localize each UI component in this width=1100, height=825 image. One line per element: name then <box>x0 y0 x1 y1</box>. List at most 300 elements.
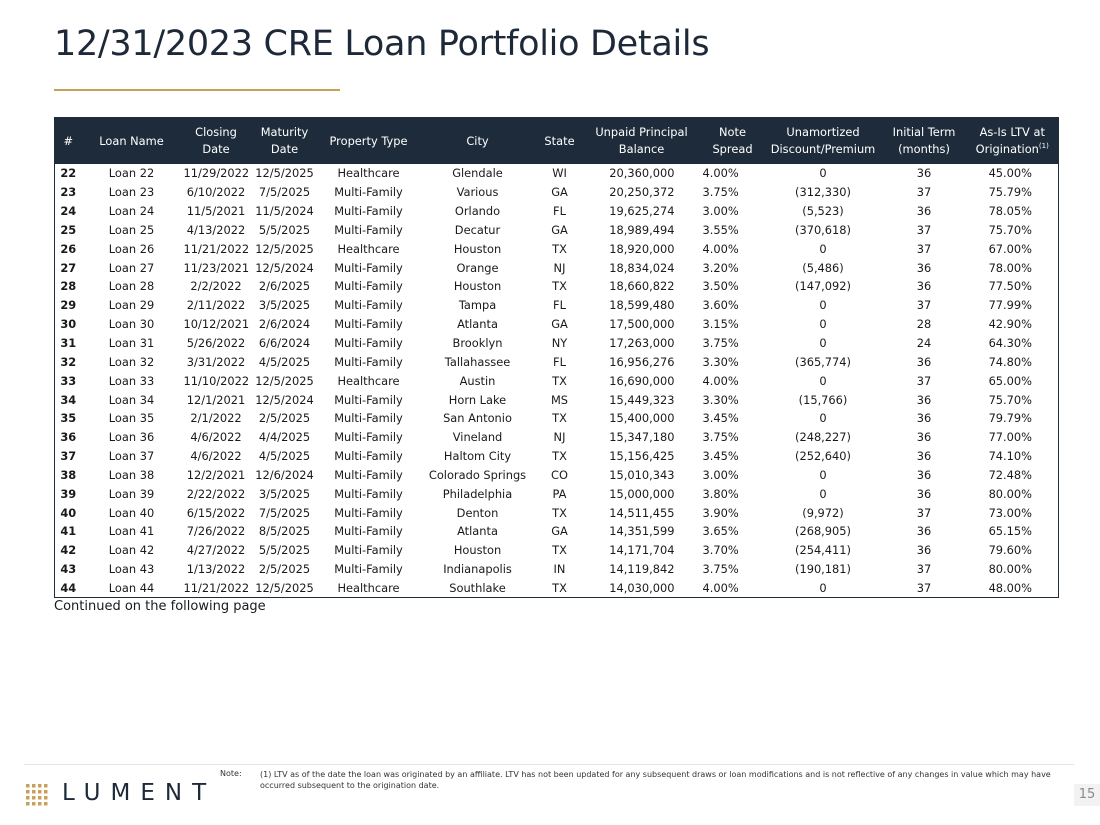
cell-upb: 14,511,455 <box>609 505 675 520</box>
table-row <box>55 202 1059 221</box>
cell-maturity-date: 4/5/2025 <box>258 449 311 464</box>
cell-num: 41 <box>60 524 77 539</box>
cell-ltv: 79.60% <box>988 543 1032 558</box>
cell-loan-name: Loan 26 <box>108 241 155 256</box>
cell-num: 40 <box>60 505 77 520</box>
table-row <box>55 484 1059 503</box>
cell-city: Houston <box>453 543 502 558</box>
cell-property-type: Multi-Family <box>334 430 403 445</box>
cell-maturity-date: 8/5/2025 <box>258 524 311 539</box>
cell-ltv: 80.00% <box>988 486 1032 501</box>
cell-ltv: 65.00% <box>988 373 1032 388</box>
cell-state: FL <box>553 354 566 369</box>
cell-initial-term: 36 <box>916 449 932 464</box>
cell-property-type: Multi-Family <box>334 279 403 294</box>
cell-maturity-date: 4/5/2025 <box>258 354 311 369</box>
cell-maturity-date: 12/5/2025 <box>255 166 314 181</box>
cell-loan-name: Loan 22 <box>108 166 155 181</box>
cell-property-type: Multi-Family <box>334 354 403 369</box>
cell-state: TX <box>552 411 567 426</box>
cell-note-spread: 3.30% <box>702 392 739 407</box>
cell-state: TX <box>552 505 567 520</box>
cell-closing-date: 12/2/2021 <box>186 467 246 482</box>
cell-discount-premium: 0 <box>819 411 827 426</box>
cell-upb: 16,956,276 <box>609 354 675 369</box>
cell-loan-name: Loan 41 <box>108 524 155 539</box>
cell-loan-name: Loan 33 <box>108 373 155 388</box>
cell-city: Houston <box>453 279 502 294</box>
cell-initial-term: 36 <box>916 411 932 426</box>
cell-maturity-date: 2/5/2025 <box>258 562 311 577</box>
cell-initial-term: 37 <box>916 505 932 520</box>
cell-loan-name: Loan 24 <box>108 204 155 219</box>
cell-ltv: 45.00% <box>988 166 1032 181</box>
cell-state: NY <box>551 336 568 351</box>
header-closing-date: Closing Date <box>182 118 251 165</box>
cell-maturity-date: 12/5/2024 <box>255 260 314 275</box>
header-ltv <box>967 118 1059 165</box>
cell-property-type: Multi-Family <box>334 562 403 577</box>
cell-note-spread: 3.20% <box>702 260 739 275</box>
header-state: State <box>537 118 583 165</box>
table-row <box>55 447 1059 466</box>
cell-property-type: Healthcare <box>337 580 400 595</box>
cell-discount-premium: (365,774) <box>795 354 851 369</box>
cell-loan-name: Loan 37 <box>108 449 155 464</box>
cell-maturity-date: 2/5/2025 <box>258 411 311 426</box>
cell-discount-premium: (15,766) <box>798 392 848 407</box>
cell-num: 22 <box>60 166 77 181</box>
cell-ltv: 77.99% <box>988 298 1032 313</box>
cell-state: FL <box>553 204 566 219</box>
cell-closing-date: 12/1/2021 <box>186 392 246 407</box>
cell-ltv: 80.00% <box>988 562 1032 577</box>
cell-initial-term: 36 <box>916 486 932 501</box>
cell-closing-date: 3/31/2022 <box>186 354 246 369</box>
continued-note: Continued on the following page <box>54 599 266 614</box>
cell-upb: 15,449,323 <box>609 392 675 407</box>
cell-note-spread: 3.55% <box>702 222 739 237</box>
lument-logo-icon <box>25 783 49 807</box>
cell-discount-premium: 0 <box>819 298 827 313</box>
cell-closing-date: 6/10/2022 <box>186 185 246 200</box>
cell-property-type: Healthcare <box>337 166 400 181</box>
cell-property-type: Multi-Family <box>334 317 403 332</box>
cell-num: 26 <box>60 241 77 256</box>
header-property-type: Property Type <box>319 118 419 165</box>
cell-ltv: 77.50% <box>988 279 1032 294</box>
cell-note-spread: 3.00% <box>702 467 739 482</box>
cell-num: 34 <box>60 392 77 407</box>
table-row <box>55 371 1059 390</box>
cell-property-type: Multi-Family <box>334 486 403 501</box>
cell-num: 36 <box>60 430 77 445</box>
cell-upb: 18,920,000 <box>609 241 675 256</box>
cell-state: TX <box>552 543 567 558</box>
cell-discount-premium: 0 <box>819 166 827 181</box>
cell-city: Southlake <box>449 580 506 595</box>
cell-maturity-date: 2/6/2025 <box>258 279 311 294</box>
cell-state: MS <box>550 392 569 407</box>
table-row <box>55 560 1059 579</box>
cell-discount-premium: (252,640) <box>795 449 851 464</box>
table-row <box>55 221 1059 240</box>
footer-divider <box>24 764 1074 765</box>
cell-closing-date: 11/23/2021 <box>183 260 250 275</box>
cell-property-type: Multi-Family <box>334 222 403 237</box>
cell-discount-premium: (147,092) <box>795 279 851 294</box>
cell-closing-date: 1/13/2022 <box>186 562 246 577</box>
header-ltv-label: As-Is LTV at Origination <box>975 125 1045 156</box>
cell-discount-premium: (9,972) <box>802 505 844 520</box>
cell-state: TX <box>552 241 567 256</box>
cell-note-spread: 3.80% <box>702 486 739 501</box>
cell-discount-premium: 0 <box>819 373 827 388</box>
cell-discount-premium: 0 <box>819 580 827 595</box>
cell-upb: 20,250,372 <box>609 185 675 200</box>
cell-closing-date: 2/22/2022 <box>186 486 246 501</box>
cell-ltv: 72.48% <box>988 467 1032 482</box>
cell-city: Tampa <box>458 298 497 313</box>
cell-upb: 18,660,822 <box>609 279 675 294</box>
cell-maturity-date: 12/5/2024 <box>255 392 314 407</box>
table-row <box>55 466 1059 485</box>
cell-closing-date: 4/6/2022 <box>190 449 242 464</box>
cell-initial-term: 36 <box>916 392 932 407</box>
cell-ltv: 78.05% <box>988 204 1032 219</box>
cell-initial-term: 36 <box>916 543 932 558</box>
table-row <box>55 315 1059 334</box>
cell-state: TX <box>552 449 567 464</box>
cell-upb: 14,351,599 <box>609 524 675 539</box>
cell-num: 33 <box>60 373 77 388</box>
cell-initial-term: 37 <box>916 562 932 577</box>
cell-city: Philadelphia <box>442 486 513 501</box>
table-row <box>55 164 1059 183</box>
cell-initial-term: 36 <box>916 260 932 275</box>
cell-city: Austin <box>459 373 496 388</box>
cell-discount-premium: (370,618) <box>795 222 851 237</box>
cell-city: Atlanta <box>457 317 498 332</box>
cell-discount-premium: 0 <box>819 486 827 501</box>
cell-upb: 15,347,180 <box>609 430 675 445</box>
cell-closing-date: 2/2/2022 <box>190 279 242 294</box>
cell-note-spread: 3.75% <box>702 185 739 200</box>
cell-loan-name: Loan 28 <box>108 279 155 294</box>
cell-note-spread: 3.60% <box>702 298 739 313</box>
cell-property-type: Multi-Family <box>334 185 403 200</box>
cell-initial-term: 36 <box>916 166 932 181</box>
table-row <box>55 503 1059 522</box>
cell-num: 42 <box>60 543 77 558</box>
cell-city: Glendale <box>452 166 503 181</box>
table-header-row <box>55 118 1059 165</box>
cell-maturity-date: 12/5/2025 <box>255 241 314 256</box>
cell-upb: 18,599,480 <box>609 298 675 313</box>
cell-num: 25 <box>60 222 77 237</box>
header-note-spread: Note Spread <box>701 118 765 165</box>
cell-loan-name: Loan 43 <box>108 562 155 577</box>
cell-initial-term: 36 <box>916 430 932 445</box>
cell-closing-date: 2/1/2022 <box>190 411 242 426</box>
cell-loan-name: Loan 35 <box>108 411 155 426</box>
cell-loan-name: Loan 38 <box>108 467 155 482</box>
cell-maturity-date: 12/5/2025 <box>255 373 314 388</box>
loan-table-container <box>54 117 1058 598</box>
cell-maturity-date: 12/5/2025 <box>255 580 314 595</box>
cell-closing-date: 5/26/2022 <box>186 336 246 351</box>
cell-initial-term: 37 <box>916 580 932 595</box>
cell-initial-term: 37 <box>916 373 932 388</box>
cell-closing-date: 11/10/2022 <box>183 373 250 388</box>
note-text: (1) LTV as of the date the loan was originated by an affiliate. LTV has not been updated for any subsequent draws or loan modifications and is not reflective of any changes in value which may have occurred subsequent to the origination date. <box>260 770 1051 790</box>
header-loan-name: Loan Name <box>82 118 182 165</box>
header-city: City <box>419 118 537 165</box>
cell-note-spread: 4.00% <box>702 241 739 256</box>
cell-city: Various <box>456 185 499 200</box>
cell-loan-name: Loan 25 <box>108 222 155 237</box>
cell-property-type: Multi-Family <box>334 392 403 407</box>
cell-city: Tallahassee <box>444 354 511 369</box>
cell-note-spread: 3.75% <box>702 336 739 351</box>
cell-ltv: 42.90% <box>988 317 1032 332</box>
cell-state: TX <box>552 279 567 294</box>
cell-property-type: Healthcare <box>337 373 400 388</box>
cell-note-spread: 3.75% <box>702 562 739 577</box>
cell-state: WI <box>552 166 567 181</box>
cell-state: NJ <box>553 260 566 275</box>
cell-initial-term: 36 <box>916 204 932 219</box>
cell-upb: 14,171,704 <box>609 543 675 558</box>
cell-upb: 15,000,000 <box>609 486 675 501</box>
cell-city: Decatur <box>454 222 501 237</box>
header-upb: Unpaid Principal Balance <box>583 118 701 165</box>
cell-closing-date: 11/29/2022 <box>183 166 250 181</box>
cell-discount-premium: (5,486) <box>802 260 844 275</box>
cell-initial-term: 36 <box>916 279 932 294</box>
cell-ltv: 75.70% <box>988 222 1032 237</box>
cell-loan-name: Loan 23 <box>108 185 155 200</box>
cell-num: 31 <box>60 336 77 351</box>
cell-loan-name: Loan 36 <box>108 430 155 445</box>
cell-ltv: 74.80% <box>988 354 1032 369</box>
cell-num: 29 <box>60 298 77 313</box>
cell-closing-date: 4/27/2022 <box>186 543 246 558</box>
cell-property-type: Multi-Family <box>334 505 403 520</box>
cell-num: 35 <box>60 411 77 426</box>
cell-closing-date: 11/21/2022 <box>183 241 250 256</box>
cell-closing-date: 4/6/2022 <box>190 430 242 445</box>
cell-initial-term: 36 <box>916 467 932 482</box>
cell-loan-name: Loan 27 <box>108 260 155 275</box>
cell-property-type: Multi-Family <box>334 449 403 464</box>
cell-maturity-date: 6/6/2024 <box>258 336 311 351</box>
cell-note-spread: 3.70% <box>702 543 739 558</box>
page-number: 15 <box>1074 784 1100 806</box>
cell-upb: 17,263,000 <box>609 336 675 351</box>
cell-closing-date: 7/26/2022 <box>186 524 246 539</box>
cell-note-spread: 4.00% <box>702 580 739 595</box>
table-row <box>55 296 1059 315</box>
cell-loan-name: Loan 29 <box>108 298 155 313</box>
lument-logo-text: LUMENT <box>62 780 217 806</box>
cell-note-spread: 3.15% <box>702 317 739 332</box>
cell-initial-term: 37 <box>916 222 932 237</box>
cell-upb: 15,010,343 <box>609 467 675 482</box>
cell-discount-premium: 0 <box>819 467 827 482</box>
cell-city: Orange <box>456 260 499 275</box>
table-row <box>55 579 1059 598</box>
cell-discount-premium: 0 <box>819 317 827 332</box>
header-maturity-date: Maturity Date <box>251 118 319 165</box>
cell-note-spread: 4.00% <box>702 373 739 388</box>
cell-ltv: 65.15% <box>988 524 1032 539</box>
cell-num: 28 <box>60 279 77 294</box>
table-row <box>55 334 1059 353</box>
cell-note-spread: 3.50% <box>702 279 739 294</box>
cell-maturity-date: 5/5/2025 <box>258 222 311 237</box>
cell-ltv: 64.30% <box>988 336 1032 351</box>
cell-upb: 18,834,024 <box>609 260 675 275</box>
cell-discount-premium: (248,227) <box>795 430 851 445</box>
cell-discount-premium: (5,523) <box>802 204 844 219</box>
table-row <box>55 183 1059 202</box>
cell-ltv: 67.00% <box>988 241 1032 256</box>
cell-city: San Antonio <box>443 411 512 426</box>
cell-closing-date: 11/5/2021 <box>186 204 246 219</box>
cell-note-spread: 3.00% <box>702 204 739 219</box>
table-row <box>55 409 1059 428</box>
cell-city: Orlando <box>454 204 501 219</box>
cell-loan-name: Loan 40 <box>108 505 155 520</box>
cell-num: 39 <box>60 486 77 501</box>
cell-discount-premium: 0 <box>819 241 827 256</box>
cell-city: Houston <box>453 241 502 256</box>
cell-state: GA <box>551 185 568 200</box>
cell-property-type: Multi-Family <box>334 260 403 275</box>
cell-ltv: 78.00% <box>988 260 1032 275</box>
title-underline <box>54 89 340 91</box>
cell-discount-premium: (268,905) <box>795 524 851 539</box>
cell-note-spread: 3.45% <box>702 411 739 426</box>
table-row <box>55 522 1059 541</box>
cell-property-type: Multi-Family <box>334 204 403 219</box>
cell-maturity-date: 3/5/2025 <box>258 298 311 313</box>
cell-property-type: Multi-Family <box>334 411 403 426</box>
cell-initial-term: 28 <box>916 317 932 332</box>
cell-num: 43 <box>60 562 77 577</box>
cell-discount-premium: 0 <box>819 336 827 351</box>
cell-state: CO <box>551 467 568 482</box>
cell-loan-name: Loan 34 <box>108 392 155 407</box>
cell-upb: 16,690,000 <box>609 373 675 388</box>
cell-city: Denton <box>456 505 499 520</box>
cell-city: Vineland <box>452 430 503 445</box>
cell-maturity-date: 11/5/2024 <box>255 204 314 219</box>
table-row <box>55 428 1059 447</box>
cell-num: 23 <box>60 185 77 200</box>
cell-ltv: 79.79% <box>988 411 1032 426</box>
cell-loan-name: Loan 32 <box>108 354 155 369</box>
note-label: Note: <box>220 769 242 778</box>
cell-ltv: 75.70% <box>988 392 1032 407</box>
loan-portfolio-table <box>54 117 1059 598</box>
cell-discount-premium: (190,181) <box>795 562 851 577</box>
cell-ltv: 75.79% <box>988 185 1032 200</box>
cell-note-spread: 3.30% <box>702 354 739 369</box>
cell-closing-date: 6/15/2022 <box>186 505 246 520</box>
cell-property-type: Multi-Family <box>334 336 403 351</box>
cell-closing-date: 11/21/2022 <box>183 580 250 595</box>
cell-num: 24 <box>60 204 77 219</box>
table-row <box>55 390 1059 409</box>
cell-property-type: Multi-Family <box>334 543 403 558</box>
cell-loan-name: Loan 30 <box>108 317 155 332</box>
table-row <box>55 277 1059 296</box>
cell-upb: 18,989,494 <box>609 222 675 237</box>
cell-maturity-date: 7/5/2025 <box>258 185 311 200</box>
cell-closing-date: 2/11/2022 <box>186 298 246 313</box>
table-body <box>55 164 1059 598</box>
cell-discount-premium: (312,330) <box>795 185 851 200</box>
cell-upb: 20,360,000 <box>609 166 675 181</box>
cell-num: 38 <box>60 467 77 482</box>
page-title: 12/31/2023 CRE Loan Portfolio Details <box>54 24 710 64</box>
cell-ltv: 77.00% <box>988 430 1032 445</box>
cell-loan-name: Loan 44 <box>108 580 155 595</box>
cell-maturity-date: 2/6/2024 <box>258 317 311 332</box>
table-row <box>55 258 1059 277</box>
cell-state: PA <box>552 486 567 501</box>
cell-ltv: 74.10% <box>988 449 1032 464</box>
cell-closing-date: 4/13/2022 <box>186 222 246 237</box>
cell-initial-term: 24 <box>916 336 932 351</box>
cell-state: GA <box>551 222 568 237</box>
cell-property-type: Multi-Family <box>334 298 403 313</box>
cell-ltv: 73.00% <box>988 505 1032 520</box>
cell-ltv: 48.00% <box>988 580 1032 595</box>
cell-upb: 17,500,000 <box>609 317 675 332</box>
cell-property-type: Multi-Family <box>334 524 403 539</box>
cell-property-type: Multi-Family <box>334 467 403 482</box>
cell-upb: 14,030,000 <box>609 580 675 595</box>
cell-loan-name: Loan 39 <box>108 486 155 501</box>
cell-upb: 19,625,274 <box>609 204 675 219</box>
cell-loan-name: Loan 42 <box>108 543 155 558</box>
cell-upb: 15,400,000 <box>609 411 675 426</box>
cell-maturity-date: 3/5/2025 <box>258 486 311 501</box>
cell-num: 44 <box>60 580 77 595</box>
cell-note-spread: 3.90% <box>702 505 739 520</box>
cell-state: GA <box>551 524 568 539</box>
header-num: # <box>55 118 82 165</box>
cell-initial-term: 37 <box>916 298 932 313</box>
cell-note-spread: 3.65% <box>702 524 739 539</box>
cell-city: Brooklyn <box>452 336 503 351</box>
cell-city: Haltom City <box>443 449 512 464</box>
cell-note-spread: 3.45% <box>702 449 739 464</box>
cell-initial-term: 37 <box>916 241 932 256</box>
table-row <box>55 541 1059 560</box>
cell-maturity-date: 4/4/2025 <box>258 430 311 445</box>
cell-loan-name: Loan 31 <box>108 336 155 351</box>
cell-state: TX <box>552 373 567 388</box>
cell-note-spread: 3.75% <box>702 430 739 445</box>
header-discount-premium: Unamortized Discount/Premium <box>765 118 882 165</box>
cell-state: FL <box>553 298 566 313</box>
cell-upb: 15,156,425 <box>609 449 675 464</box>
cell-maturity-date: 5/5/2025 <box>258 543 311 558</box>
